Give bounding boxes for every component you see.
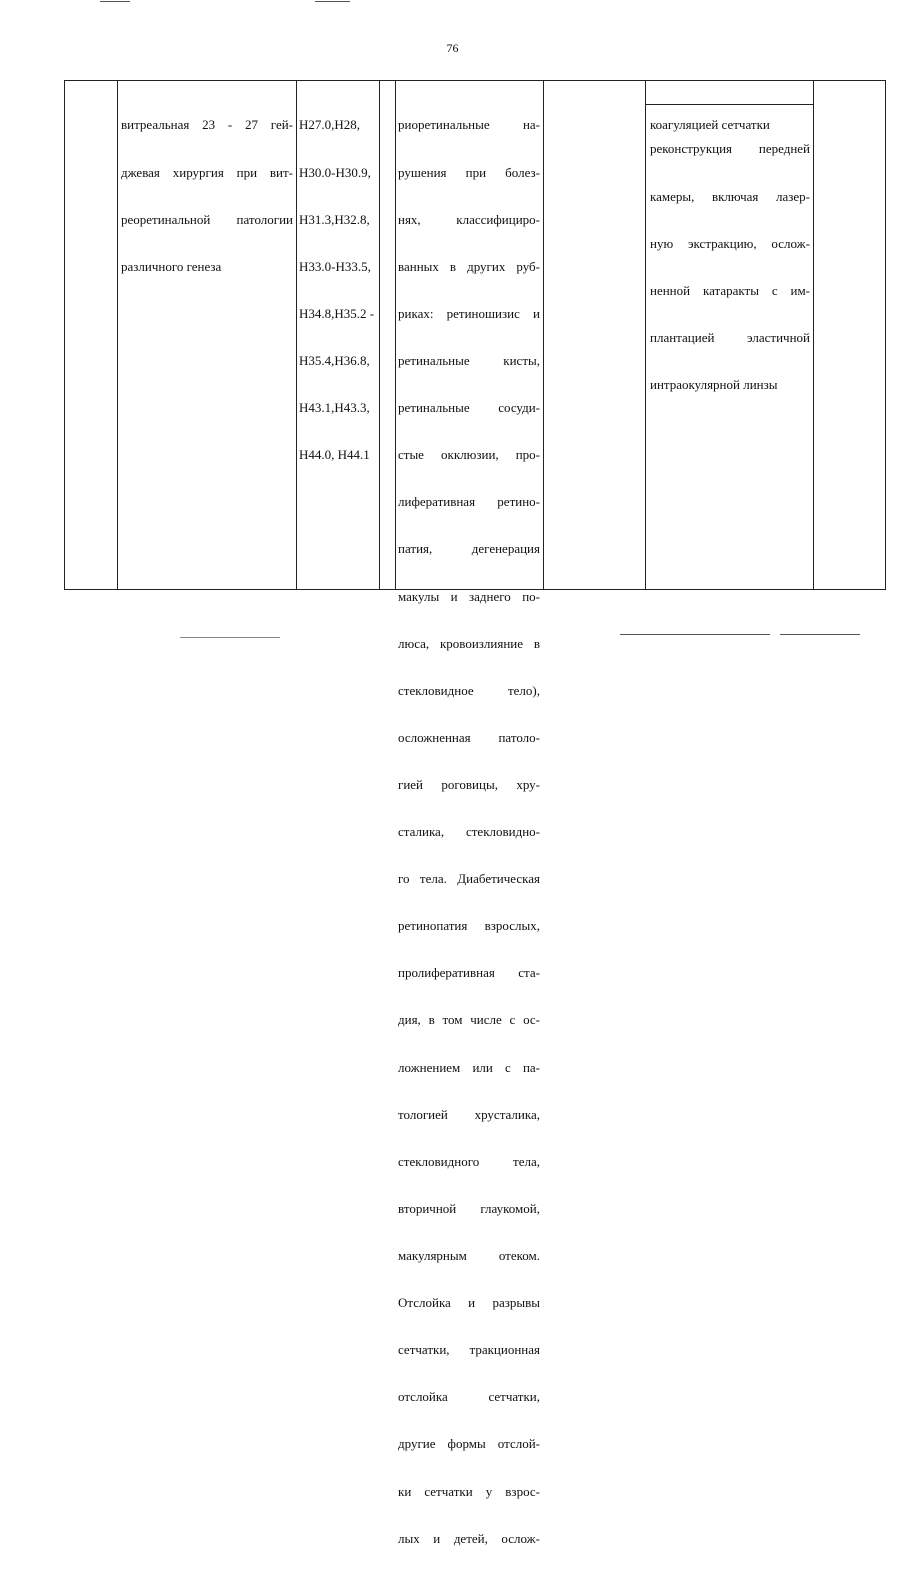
table-top-border [64, 80, 886, 81]
scan-artifact-line [620, 634, 770, 635]
text-line: плантацией эластичной [650, 329, 810, 345]
text-line: люса, кровоизлияние в [398, 635, 540, 651]
text-line: ложнением или с па- [398, 1059, 540, 1075]
text-line: отслойка сетчатки, [398, 1389, 540, 1405]
column-border [645, 80, 646, 590]
text-line: лых и детей, ослож- [398, 1530, 540, 1546]
text-line: Отслойка и разрывы [398, 1295, 540, 1311]
column-border [543, 80, 544, 590]
text-line: ки сетчатки у взрос- [398, 1483, 540, 1499]
text-line: макулы и заднего по- [398, 588, 540, 604]
text-line: рушения при болез- [398, 164, 540, 180]
text-line: реоретинальной патологии [121, 211, 293, 227]
text-line: нях, классифициро- [398, 211, 540, 227]
cell-diagnosis [398, 86, 540, 1578]
column-border [885, 80, 886, 590]
scan-artifact-line [100, 1, 130, 2]
text-line: H43.1,H43.3, [299, 400, 370, 416]
scan-artifact-line [315, 1, 350, 2]
scan-artifact-line [180, 637, 280, 638]
text-line: джевая хирургия при вит- [121, 164, 293, 180]
text-line: стекловидного тела, [398, 1153, 540, 1169]
text-line: вторичной глаукомой, [398, 1200, 540, 1216]
text-line: различного генеза [121, 258, 222, 274]
scan-artifact-line [780, 634, 860, 635]
text-line: H34.8,H35.2 - [299, 305, 375, 321]
column-border [296, 80, 297, 590]
text-line: осложненная патоло- [398, 729, 540, 745]
text-line: витреальная 23 - 27 гей- [121, 117, 293, 133]
text-line: H30.0-H30.9, [299, 164, 371, 180]
column-border [64, 80, 65, 590]
text-line: H35.4,H36.8, [299, 352, 370, 368]
text-line: макулярным отеком. [398, 1248, 540, 1264]
text-line: патия, дегенерация [398, 541, 540, 557]
text-line: стые окклюзии, про- [398, 447, 540, 463]
page-number: 76 [446, 41, 459, 55]
cell-intervention [121, 86, 293, 306]
text-line: реконструкция передней [650, 141, 810, 157]
text-line: ванных в других руб- [398, 258, 540, 274]
column-border [379, 80, 380, 590]
text-line: H33.0-H33.5, [299, 258, 371, 274]
text-line: тологией хрусталика, [398, 1106, 540, 1122]
text-line: го тела. Диабетическая [398, 871, 540, 887]
cell-codes [299, 86, 379, 494]
text-line: коагуляцией сетчатки [650, 117, 770, 133]
text-line: ретинальные сосуди- [398, 400, 540, 416]
cell-method [650, 110, 810, 424]
text-line: риоретинальные на- [398, 117, 540, 133]
text-line: H31.3,H32.8, [299, 211, 370, 227]
column-border [813, 80, 814, 590]
text-line: лиферативная ретино- [398, 494, 540, 510]
column-border [395, 80, 396, 590]
text-line: камеры, включая лазер- [650, 188, 810, 204]
text-line: стекловидное тело), [398, 682, 540, 698]
text-line: ную экстракцию, ослож- [650, 235, 810, 251]
text-line: сетчатки, тракционная [398, 1342, 540, 1358]
text-line: сталика, стекловидно- [398, 824, 540, 840]
text-line: интраокулярной линзы [650, 376, 778, 392]
text-line: другие формы отслой- [398, 1436, 540, 1452]
text-line: гией роговицы, хру- [398, 776, 540, 792]
column-border [117, 80, 118, 590]
text-line: пролиферативная ста- [398, 965, 540, 981]
text-line: ретинальные кисты, [398, 352, 540, 368]
text-line: ретинопатия взрослых, [398, 918, 540, 934]
text-line: риках: ретиношизис и [398, 305, 540, 321]
text-line: ненной катаракты с им- [650, 282, 810, 298]
text-line: H27.0,H28, [299, 117, 361, 133]
text-line: H44.0, H44.1 [299, 447, 370, 463]
text-line: дия, в том числе с ос- [398, 1012, 540, 1028]
